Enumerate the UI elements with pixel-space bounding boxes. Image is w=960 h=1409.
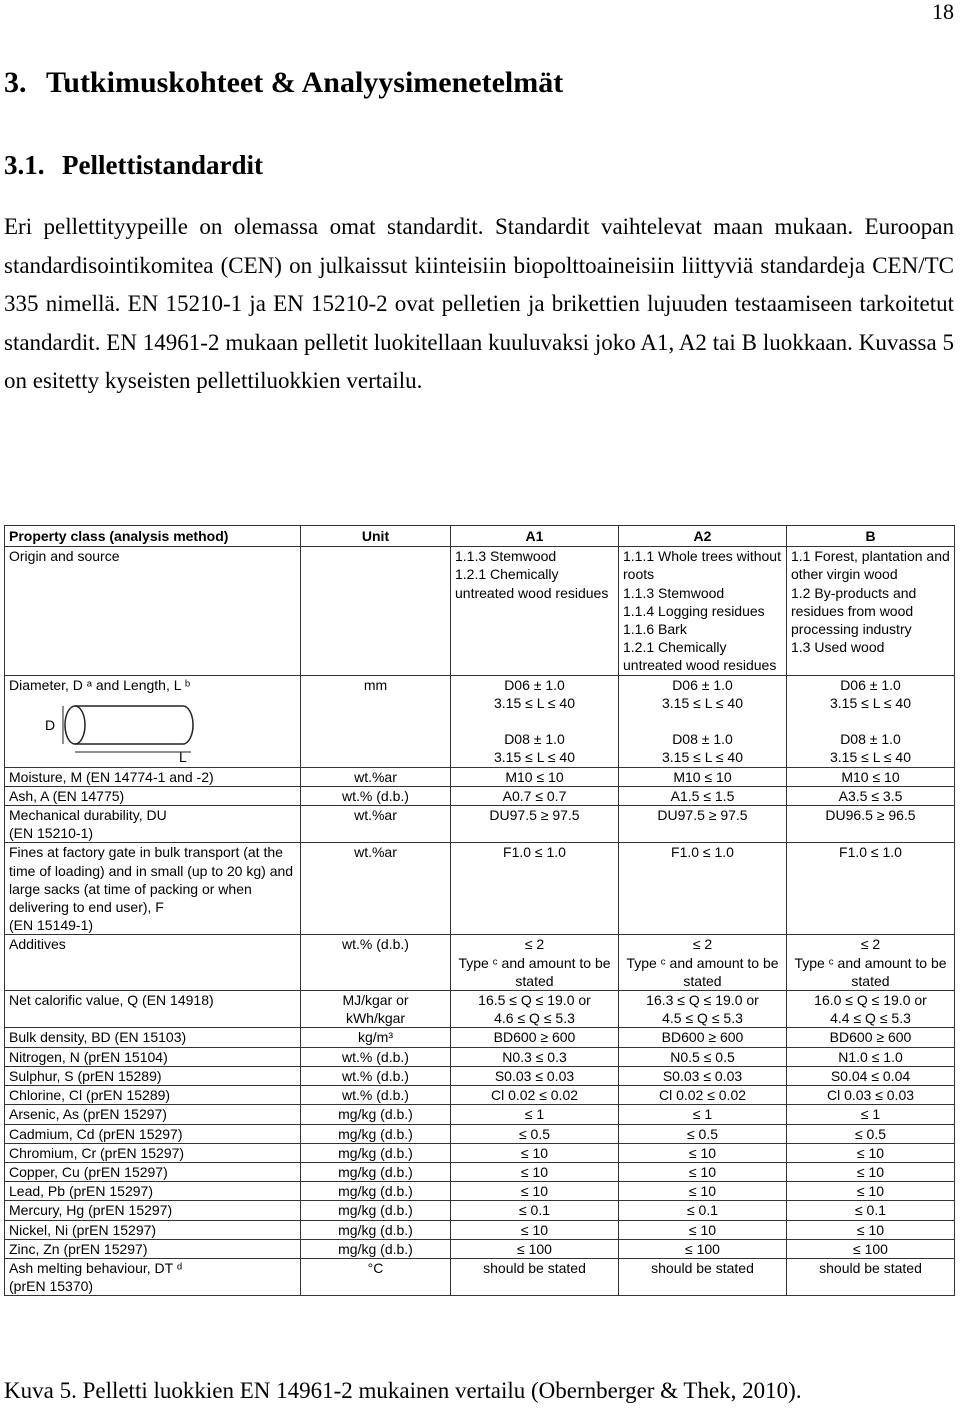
property-label: Bulk density, BD (EN 15103)	[9, 1029, 187, 1046]
b-value-cell: 1.1 Forest, plantation and other virgin wood 1.2 By-products and residues from wood processing industry 1.3 Used wood	[787, 547, 955, 675]
property-label: Net calorific value, Q (EN 14918)	[9, 992, 214, 1009]
a2-value-cell: S0.03 ≤ 0.03	[619, 1066, 787, 1085]
table-row	[5, 786, 955, 805]
unit-cell: mm	[301, 675, 451, 767]
b-value-cell: should be stated	[787, 1258, 955, 1295]
a2-value-cell: F1.0 ≤ 1.0	[619, 843, 787, 935]
property-cell	[5, 1124, 301, 1143]
table-row	[5, 767, 955, 786]
a2-value-cell: should be stated	[619, 1258, 787, 1295]
b-value-cell: ≤ 10	[787, 1220, 955, 1239]
property-label: Moisture, M (EN 14774-1 and -2)	[9, 768, 214, 785]
body-paragraph: Eri pellettityypeille on olemassa omat standardit. Standardit vaihtelevat maan mukaan. Euroopan standardisointikomitea (CEN) on julkaissut kiinteisiin biopolttoaineisiin liittyviä standardeja CEN/TC 335 nimellä. EN 15210-1 ja EN 15210-2 ovat pelletien ja brikettien lujuuden testaamiseen tarkoitetut standardit. EN 14961-2 mukaan pelletit luokitellaan kuuluvaksi joko A1, A2 tai B luokkaan. Kuvassa 5 on esitetty kyseisten pellettiluokkien vertailu.	[4, 214, 954, 393]
a1-value-cell: F1.0 ≤ 1.0	[451, 843, 619, 935]
section-number: 3.	[4, 66, 27, 99]
property-cell	[5, 1066, 301, 1085]
table-row	[5, 1143, 955, 1162]
a2-value-cell: ≤ 10	[619, 1143, 787, 1162]
property-cell	[5, 1143, 301, 1162]
property-cell	[5, 1162, 301, 1181]
unit-cell: kg/m³	[301, 1028, 451, 1047]
unit-cell: MJ/kgar or kWh/kgar	[301, 991, 451, 1028]
property-cell	[5, 786, 301, 805]
property-label: Sulphur, S (prEN 15289)	[9, 1067, 162, 1084]
unit-cell: wt.% (d.b.)	[301, 786, 451, 805]
property-label: Additives	[9, 936, 66, 953]
b-value-cell: M10 ≤ 10	[787, 767, 955, 786]
a1-value-cell: A0.7 ≤ 0.7	[451, 786, 619, 805]
table-row	[5, 1105, 955, 1124]
table-row	[5, 1162, 955, 1181]
a1-value-cell: should be stated	[451, 1258, 619, 1295]
b-value-cell: F1.0 ≤ 1.0	[787, 843, 955, 935]
unit-cell: mg/kg (d.b.)	[301, 1105, 451, 1124]
a1-value-cell: DU97.5 ≥ 97.5	[451, 806, 619, 843]
table-row	[5, 1182, 955, 1201]
a1-value-cell: BD600 ≥ 600	[451, 1028, 619, 1047]
table-row	[5, 547, 955, 675]
property-cell	[5, 1086, 301, 1105]
property-label: Mechanical durability, DU (EN 15210-1)	[9, 807, 167, 842]
unit-cell: wt.%ar	[301, 806, 451, 843]
unit-cell: mg/kg (d.b.)	[301, 1220, 451, 1239]
cylinder-end-face	[65, 706, 85, 744]
property-cell	[5, 991, 301, 1028]
table-row	[5, 1239, 955, 1258]
property-label: Copper, Cu (prEN 15297)	[9, 1163, 168, 1180]
a2-value-cell: BD600 ≥ 600	[619, 1028, 787, 1047]
unit-cell: mg/kg (d.b.)	[301, 1182, 451, 1201]
a1-value-cell: ≤ 10	[451, 1143, 619, 1162]
b-value-cell: ≤ 10	[787, 1162, 955, 1181]
property-cell	[5, 1220, 301, 1239]
subsection-number: 3.1.	[4, 150, 45, 180]
a2-value-cell: ≤ 10	[619, 1162, 787, 1181]
table-row	[5, 806, 955, 843]
b-value-cell: ≤ 10	[787, 1182, 955, 1201]
unit-cell: wt.% (d.b.)	[301, 1066, 451, 1085]
property-label: Mercury, Hg (prEN 15297)	[9, 1202, 173, 1219]
table-row	[5, 1028, 955, 1047]
a1-value-cell: ≤ 0.1	[451, 1201, 619, 1220]
a2-value-cell: ≤ 2 Type ᶜ and amount to be stated	[619, 935, 787, 991]
a1-value-cell: ≤ 10	[451, 1182, 619, 1201]
property-cell	[5, 1047, 301, 1066]
unit-cell: wt.%ar	[301, 843, 451, 935]
b-value-cell: BD600 ≥ 600	[787, 1028, 955, 1047]
property-cell	[5, 1258, 301, 1295]
header-b: B	[787, 526, 955, 547]
a2-value-cell: ≤ 0.5	[619, 1124, 787, 1143]
header-a1: A1	[451, 526, 619, 547]
section-title: Tutkimuskohteet & Analyysimenetelmät	[46, 66, 564, 99]
a1-value-cell: 16.5 ≤ Q ≤ 19.0 or 4.6 ≤ Q ≤ 5.3	[451, 991, 619, 1028]
unit-cell: mg/kg (d.b.)	[301, 1124, 451, 1143]
header-a2: A2	[619, 526, 787, 547]
property-cell	[5, 1028, 301, 1047]
a1-value-cell: D06 ± 1.0 3.15 ≤ L ≤ 40 D08 ± 1.0 3.15 ≤ L ≤ 40	[451, 675, 619, 767]
property-cell	[5, 1105, 301, 1124]
a1-value-cell: Cl 0.02 ≤ 0.02	[451, 1086, 619, 1105]
unit-cell: wt.% (d.b.)	[301, 935, 451, 991]
property-cell	[5, 1239, 301, 1258]
subsection-heading	[4, 150, 263, 181]
a2-value-cell: N0.5 ≤ 0.5	[619, 1047, 787, 1066]
table-row	[5, 1201, 955, 1220]
property-label: Nickel, Ni (prEN 15297)	[9, 1221, 157, 1238]
property-cell	[5, 547, 301, 675]
table-row	[5, 843, 955, 935]
a2-value-cell: M10 ≤ 10	[619, 767, 787, 786]
b-value-cell: ≤ 0.1	[787, 1201, 955, 1220]
property-label: Chlorine, Cl (prEN 15289)	[9, 1087, 171, 1104]
a2-value-cell: D06 ± 1.0 3.15 ≤ L ≤ 40 D08 ± 1.0 3.15 ≤ L ≤ 40	[619, 675, 787, 767]
a1-value-cell: N0.3 ≤ 0.3	[451, 1047, 619, 1066]
property-label: Diameter, D ᵃ and Length, L ᵇ	[9, 676, 191, 693]
a1-value-cell: 1.1.3 Stemwood 1.2.1 Chemically untreated wood residues	[451, 547, 619, 675]
property-label: Ash melting behaviour, DT ᵈ (prEN 15370)	[9, 1259, 183, 1295]
diameter-label: D	[45, 716, 56, 733]
property-cell	[5, 675, 301, 767]
a2-value-cell: DU97.5 ≥ 97.5	[619, 806, 787, 843]
table-row	[5, 991, 955, 1028]
b-value-cell: A3.5 ≤ 3.5	[787, 786, 955, 805]
a1-value-cell: ≤ 100	[451, 1239, 619, 1258]
b-value-cell: N1.0 ≤ 1.0	[787, 1047, 955, 1066]
unit-cell: mg/kg (d.b.)	[301, 1239, 451, 1258]
a1-value-cell: ≤ 10	[451, 1220, 619, 1239]
a2-value-cell: 1.1.1 Whole trees without roots 1.1.3 Stemwood 1.1.4 Logging residues 1.1.6 Bark 1.2.1 Chemically untreated wood residues	[619, 547, 787, 675]
property-cell	[5, 1182, 301, 1201]
property-label: Cadmium, Cd (prEN 15297)	[9, 1125, 183, 1142]
a1-value-cell: S0.03 ≤ 0.03	[451, 1066, 619, 1085]
property-label: Origin and source	[9, 548, 120, 565]
pellet-cylinder-diagram	[15, 700, 205, 762]
pellet-class-table	[4, 525, 955, 1296]
a1-value-cell: ≤ 0.5	[451, 1124, 619, 1143]
unit-cell: wt.% (d.b.)	[301, 1086, 451, 1105]
table-row	[5, 1124, 955, 1143]
b-value-cell: ≤ 2 Type ᶜ and amount to be stated	[787, 935, 955, 991]
table-row	[5, 1258, 955, 1295]
unit-cell: mg/kg (d.b.)	[301, 1201, 451, 1220]
b-value-cell: 16.0 ≤ Q ≤ 19.0 or 4.4 ≤ Q ≤ 5.3	[787, 991, 955, 1028]
header-unit: Unit	[301, 526, 451, 547]
property-cell	[5, 767, 301, 786]
cylinder-far-end	[183, 706, 193, 744]
b-value-cell: Cl 0.03 ≤ 0.03	[787, 1086, 955, 1105]
section-heading	[4, 66, 563, 100]
unit-cell: °C	[301, 1258, 451, 1295]
property-label: Nitrogen, N (prEN 15104)	[9, 1048, 168, 1065]
table-header-row	[5, 526, 955, 547]
unit-cell: wt.%ar	[301, 767, 451, 786]
a2-value-cell: ≤ 100	[619, 1239, 787, 1258]
unit-cell: mg/kg (d.b.)	[301, 1143, 451, 1162]
subsection-title: Pellettistandardit	[62, 150, 263, 180]
b-value-cell: ≤ 100	[787, 1239, 955, 1258]
b-value-cell: S0.04 ≤ 0.04	[787, 1066, 955, 1085]
figure-caption: Kuva 5. Pelletti luokkien EN 14961-2 mukainen vertailu (Obernberger & Thek, 2010).	[4, 1378, 802, 1403]
property-cell	[5, 1201, 301, 1220]
a2-value-cell: ≤ 10	[619, 1182, 787, 1201]
unit-cell: wt.% (d.b.)	[301, 1047, 451, 1066]
a2-value-cell: ≤ 0.1	[619, 1201, 787, 1220]
page-number: 18	[932, 0, 954, 24]
a1-value-cell: M10 ≤ 10	[451, 767, 619, 786]
table-row	[5, 1047, 955, 1066]
table-body	[5, 547, 955, 1296]
table-row	[5, 1220, 955, 1239]
unit-cell	[301, 547, 451, 675]
b-value-cell: ≤ 10	[787, 1143, 955, 1162]
a2-value-cell: ≤ 1	[619, 1105, 787, 1124]
b-value-cell: D06 ± 1.0 3.15 ≤ L ≤ 40 D08 ± 1.0 3.15 ≤ L ≤ 40	[787, 675, 955, 767]
property-cell	[5, 935, 301, 991]
property-label: Fines at factory gate in bulk transport (at the time of loading) and in small (up to 20 kg) and large sacks (at time of packing or when delivering to end user), F (EN 15149-1)	[9, 844, 294, 934]
pellet-standard-figure	[4, 525, 954, 1363]
a2-value-cell: A1.5 ≤ 1.5	[619, 786, 787, 805]
table-row	[5, 935, 955, 991]
b-value-cell: ≤ 1	[787, 1105, 955, 1124]
property-label: Zinc, Zn (prEN 15297)	[9, 1240, 148, 1257]
b-value-cell: ≤ 0.5	[787, 1124, 955, 1143]
a1-value-cell: ≤ 1	[451, 1105, 619, 1124]
property-label: Chromium, Cr (prEN 15297)	[9, 1144, 185, 1161]
a1-value-cell: ≤ 2 Type ᶜ and amount to be stated	[451, 935, 619, 991]
table-row	[5, 1066, 955, 1085]
b-value-cell: DU96.5 ≥ 96.5	[787, 806, 955, 843]
property-label: Arsenic, As (prEN 15297)	[9, 1106, 167, 1123]
property-cell	[5, 843, 301, 935]
table-row	[5, 1086, 955, 1105]
table-row	[5, 675, 955, 767]
unit-cell: mg/kg (d.b.)	[301, 1162, 451, 1181]
property-cell	[5, 806, 301, 843]
a1-value-cell: ≤ 10	[451, 1162, 619, 1181]
length-label: L	[179, 748, 187, 762]
property-label: Ash, A (EN 14775)	[9, 787, 125, 804]
a2-value-cell: ≤ 10	[619, 1220, 787, 1239]
a2-value-cell: Cl 0.02 ≤ 0.02	[619, 1086, 787, 1105]
a2-value-cell: 16.3 ≤ Q ≤ 19.0 or 4.5 ≤ Q ≤ 5.3	[619, 991, 787, 1028]
property-label: Lead, Pb (prEN 15297)	[9, 1183, 153, 1200]
header-property: Property class (analysis method)	[5, 526, 301, 547]
